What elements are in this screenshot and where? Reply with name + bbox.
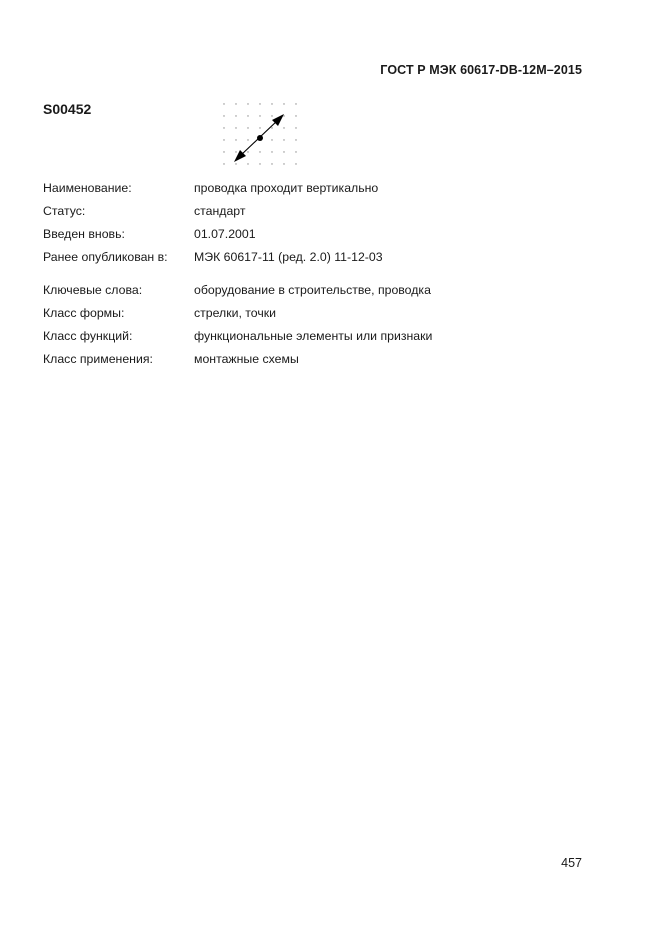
property-row-name: [43, 176, 383, 199]
property-label: Класс функций:: [43, 328, 133, 343]
property-row-keywords: [43, 278, 432, 301]
property-label: Введен вновь:: [43, 226, 125, 241]
property-row-status: [43, 199, 383, 222]
property-value: проводка проходит вертикально: [194, 180, 379, 195]
properties-main: [43, 176, 383, 268]
page-number: 457: [561, 856, 582, 870]
property-row-introduced: [43, 222, 383, 245]
property-label: Ранее опубликован в:: [43, 249, 168, 264]
document-header: ГОСТ Р МЭК 60617-DB-12M–2015: [380, 63, 582, 77]
property-label: Ключевые слова:: [43, 282, 143, 297]
property-value: монтажные схемы: [194, 351, 299, 366]
property-value: функциональные элементы или признаки: [194, 328, 433, 343]
property-label: Класс формы:: [43, 305, 125, 320]
symbol-grid: [223, 103, 296, 164]
property-value: 01.07.2001: [194, 226, 256, 241]
property-value: стандарт: [194, 203, 246, 218]
property-row-shape-class: [43, 301, 432, 324]
diagonal-double-arrow-with-dot-icon: [220, 100, 300, 174]
property-row-function-class: [43, 324, 432, 347]
property-row-application-class: [43, 347, 432, 370]
property-label: Наименование:: [43, 180, 132, 195]
property-value: стрелки, точки: [194, 305, 277, 320]
property-label: Статус:: [43, 203, 86, 218]
property-label: Класс применения:: [43, 351, 153, 366]
property-value: оборудование в строительстве, проводка: [194, 282, 431, 297]
center-dot: [257, 135, 263, 141]
properties-classes: [43, 278, 432, 370]
property-value: МЭК 60617-11 (ред. 2.0) 11-12-03: [194, 249, 383, 264]
symbol-code: S00452: [43, 101, 92, 117]
property-row-published: [43, 245, 383, 268]
